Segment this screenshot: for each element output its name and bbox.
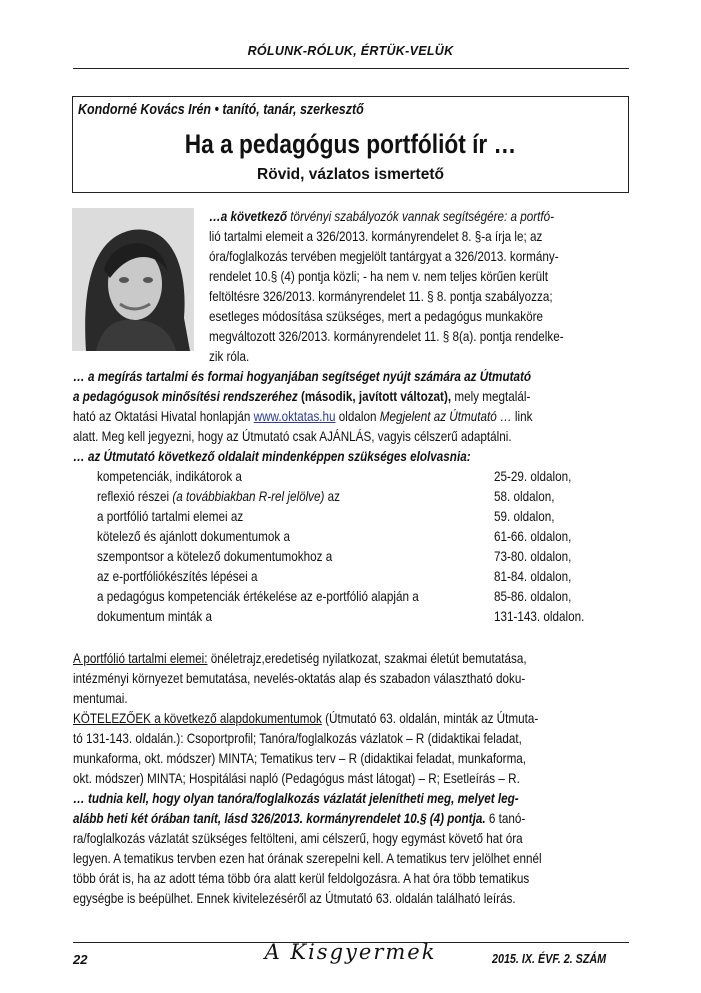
utmutato-line-2-bold: (második, javított változat), [297,389,452,404]
utmutato-line-4: alatt. Meg kell jegyezni, hogy az Útmutató csak AJÁNLÁS, vagyis célszerű adaptálni. [73,429,512,444]
utmutato-line-2-rest: mely megtalál- [451,389,531,404]
topic-text: kompetenciák, indikátorok a [97,469,242,484]
lesson-plan-line-6: egységbe is beépülhet. Ennek kivitelezéséről az Útmutató 63. oldalán található leírás. [73,891,516,906]
topic-after-text: az [324,489,341,504]
list-item-pages: 85-86. oldalon, [494,589,572,604]
topic-text: a pedagógus kompetenciák értékelése az e-portfólió alapján a [97,589,419,604]
list-item-topic [97,467,242,487]
intro-line-7: megváltozott 326/2013. kormányrendelet 11. § 8(a). pontja rendelke- [209,329,564,344]
author-byline: Kondorné Kovács Irén • tanító, tanár, szerkesztő [78,102,364,118]
utmutato-line-3-end: link [511,409,533,424]
topic-text: szempontsor a kötelező dokumentumokhoz a [97,549,333,564]
mandatory-line-3: munkaforma, okt. módszer) MINTA; Tematikus terv – R (didaktikai feladat, munkaforma, [73,751,527,766]
topic-text: a portfólió tartalmi elemei az [97,509,244,524]
utmutato-line-1: … a megírás tartalmi és formai hogyanjában segítséget nyújt számára az Útmutató [73,369,532,384]
header-rule [73,68,629,69]
utmutato-line-3-pre: ható az Oktatási Hivatal honlapján [73,409,254,424]
list-item-topic [97,527,290,547]
intro-lead: …a következő [209,209,287,224]
utmutato-line-2 [73,387,530,407]
topic-text: dokumentum minták a [97,609,213,624]
list-item-topic [97,607,212,627]
content-elements-line-3: mentumai. [73,691,128,706]
magazine-title: A Kisgyermek [264,940,437,964]
utmutato-line-3 [73,407,532,427]
lesson-plan-line-2 [73,809,525,829]
utmutato-line-3-italic: Megjelent az Útmutató … [379,409,512,424]
list-item-topic [97,507,243,527]
lesson-plan-line-5: több órát is, ha az adott téma több óra alatt kerül feldolgozásra. A hat óra több tematikus [73,871,530,886]
lesson-plan-line-4: legyen. A tematikus tervben ezen hat órának szerepelni kell. A tematikus terv jelölhet ennél [73,851,542,866]
intro-line-1-text: törvényi szabályozók vannak segítségére: a portfó- [286,209,555,224]
list-item-pages: 131-143. oldalon. [494,609,585,624]
intro-line-2: lió tartalmi elemeit a 326/2013. kormányrendelet 8. §-a írja le; az [209,229,543,244]
page-number: 22 [73,952,88,967]
intro-line-5: feltöltésre 326/2013. kormányrendelet 11. § 8. pontja szabályozza; [209,289,553,304]
content-elements-line-2: intézményi környezet bemutatása, nevelés-oktatás alap és szabadon választható doku- [73,671,526,686]
topic-text: reflexió részei [97,489,173,504]
list-item-pages: 25-29. oldalon, [494,469,572,484]
list-item-topic [97,487,340,507]
utmutato-line-3-mid: oldalon [335,409,380,424]
lesson-plan-line-2-bold: alább heti két órában tanít, lásd 326/2013. kormányrendelet 10.§ (4) pontja. [73,811,486,826]
author-photo [72,208,194,351]
intro-line-1 [209,207,554,227]
intro-line-4: rendelet 10.§ (4) pontja közli; - ha nem v. nem teljes körűen került [209,269,548,284]
topic-text: az e-portfóliókészítés lépései a [97,569,258,584]
content-elements-label: A portfólió tartalmi elemei: [73,651,208,666]
list-item-topic [97,567,258,587]
utmutato-line-2-bold-italic: a pedagógusok minősítési rendszeréhez [73,389,298,404]
mandatory-line-2: tó 131-143. oldalán.): Csoportprofil; Tanóra/foglalkozás vázlatok – R (didaktikai feladat, [73,731,522,746]
list-item-topic [97,547,332,567]
pages-heading: … az Útmutató következő oldalait mindenképpen szükséges elolvasnia: [73,449,471,464]
intro-line-8: zik róla. [209,349,250,364]
mandatory-line-1 [73,709,538,729]
mandatory-label: KÖTELEZŐEK a következő alapdokumentumok [73,711,322,726]
oktatas-link[interactable]: www.oktatas.hu [253,409,336,424]
mandatory-line-1-rest: (Útmutató 63. oldalán, minták az Útmuta- [321,711,539,726]
intro-line-6: esetleges módosítása szükséges, mert a pedagógus munkaköre [209,309,544,324]
list-item-pages: 58. oldalon, [494,489,555,504]
list-item-pages: 73-80. oldalon, [494,549,572,564]
article-title: Ha a pedagógus portfóliót ír … [184,129,517,159]
lesson-plan-line-3: ra/foglalkozás vázlatát szükséges feltölteni, ami célszerű, hogy egymást követő hat óra [73,831,523,846]
list-item-pages: 61-66. oldalon, [494,529,572,544]
list-item-pages: 81-84. oldalon, [494,569,572,584]
list-item-topic [97,587,419,607]
portrait-photo-icon [72,208,194,351]
content-elements-line-1 [73,649,527,669]
topic-italic-text: (a továbbiakban R-rel jelölve) [172,489,325,504]
mandatory-line-4: okt. módszer) MINTA; Hospitálási napló (Pedagógus mást látogat) – R; Esetleírás – R. [73,771,520,786]
running-head: RÓLUNK-RÓLUK, ÉRTÜK-VELÜK [247,44,454,58]
intro-line-3: óra/foglalkozás tervében megjelölt tantárgyat a 326/2013. kormány- [209,249,559,264]
article-subtitle: Rövid, vázlatos ismertető [257,166,444,183]
lesson-plan-line-2-rest: 6 tanó- [485,811,526,826]
lesson-plan-line-1: … tudnia kell, hogy olyan tanóra/foglalkozás vázlatát jelenítheti meg, melyet leg- [73,791,519,806]
topic-text: kötelező és ajánlott dokumentumok a [97,529,291,544]
content-elements-line-1-rest: önéletrajz,eredetiség nyilatkozat, szakmai életút bemutatása, [207,651,527,666]
issue-info: 2015. IX. ÉVF. 2. SZÁM [492,952,607,966]
list-item-pages: 59. oldalon, [494,509,555,524]
